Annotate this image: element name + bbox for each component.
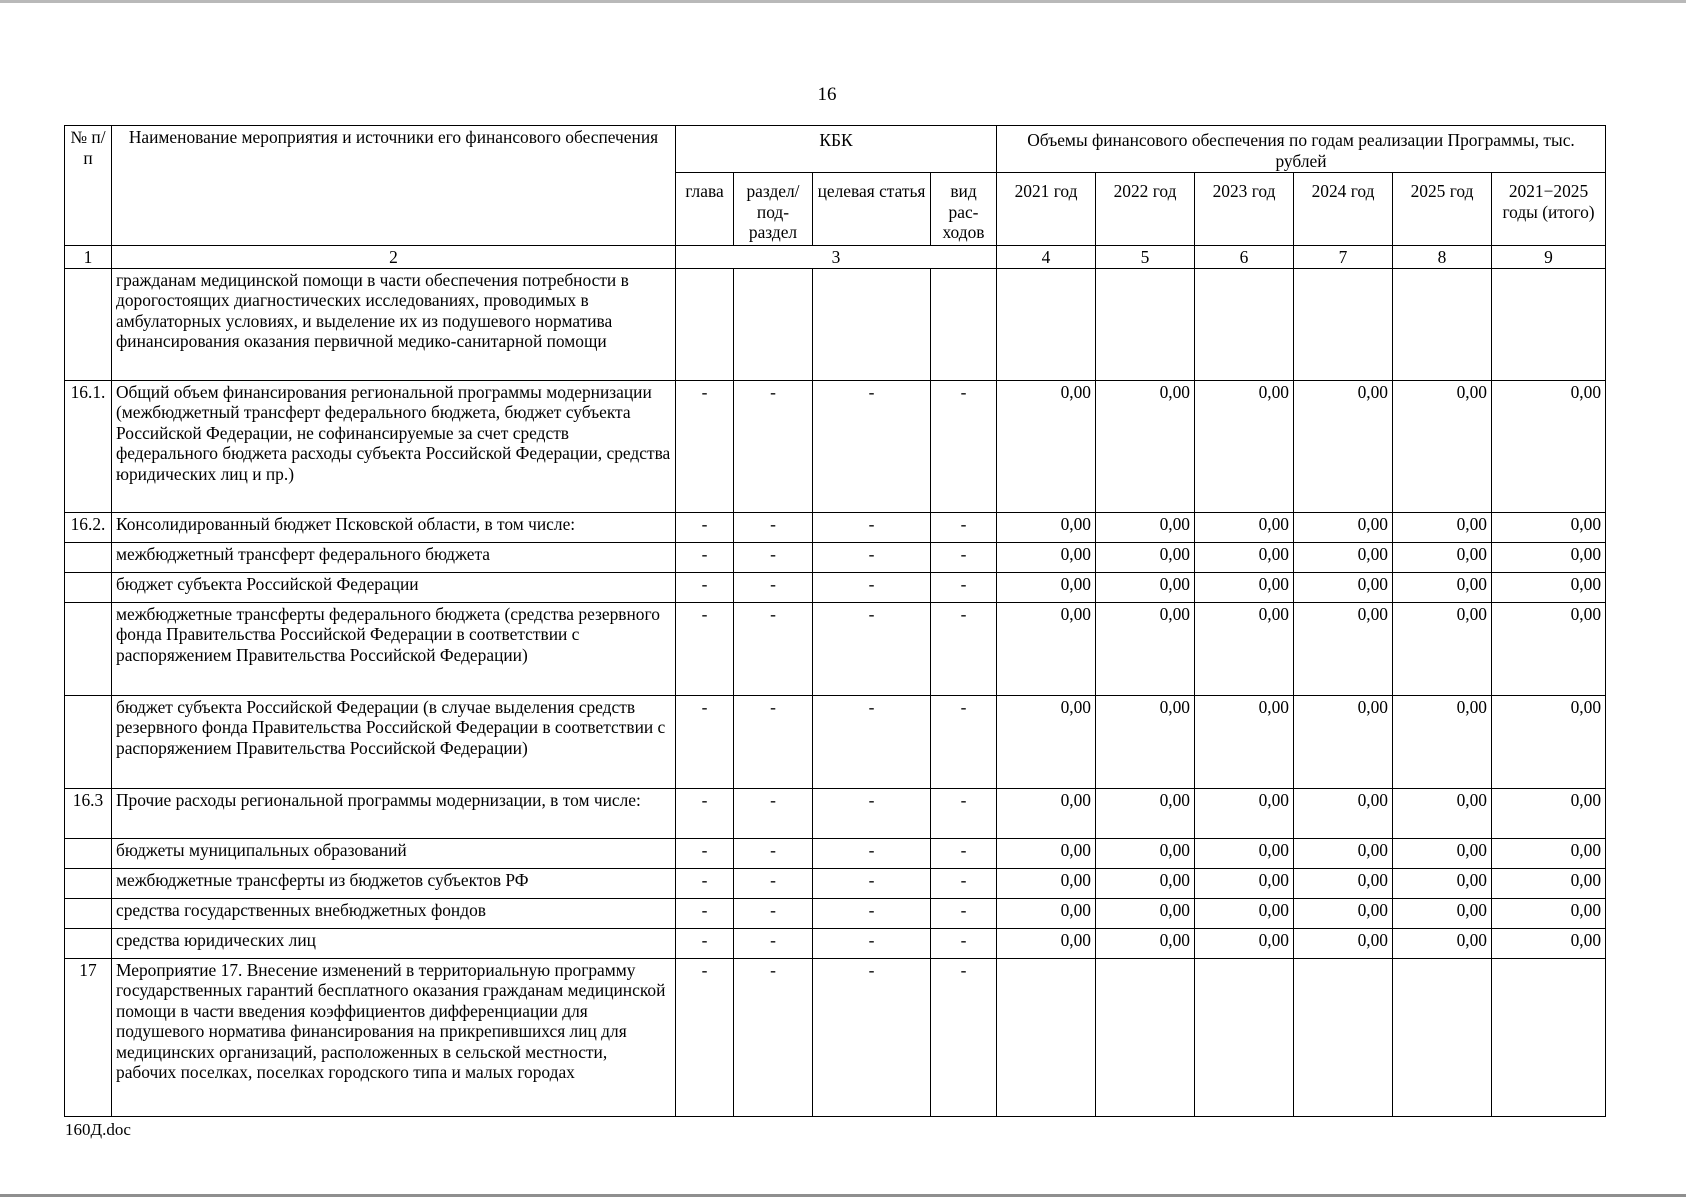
kbk-glava: - bbox=[676, 958, 734, 1116]
row-index bbox=[65, 542, 112, 572]
value-2023 bbox=[1195, 958, 1294, 1116]
kbk-vid: - bbox=[931, 695, 997, 788]
kbk-vid: - bbox=[931, 572, 997, 602]
value-2021: 0,00 bbox=[997, 928, 1096, 958]
value-total: 0,00 bbox=[1492, 572, 1606, 602]
kbk-glava: - bbox=[676, 868, 734, 898]
value-2021: 0,00 bbox=[997, 868, 1096, 898]
row-index: 17 bbox=[65, 958, 112, 1116]
value-2023: 0,00 bbox=[1195, 838, 1294, 868]
colnum-6: 6 bbox=[1195, 246, 1294, 269]
kbk-razdel: - bbox=[734, 602, 813, 695]
header-total: 2021−2025 годы (итого) bbox=[1492, 173, 1606, 246]
kbk-celevaya bbox=[813, 268, 931, 380]
header-2022: 2022 год bbox=[1096, 173, 1195, 246]
kbk-celevaya: - bbox=[813, 928, 931, 958]
kbk-celevaya: - bbox=[813, 512, 931, 542]
header-2023: 2023 год bbox=[1195, 173, 1294, 246]
financing-table bbox=[64, 125, 1606, 1117]
value-2024 bbox=[1294, 958, 1393, 1116]
header-name: Наименование мероприятия и источники его финансового обеспечения bbox=[112, 126, 676, 246]
row-name: бюджет субъекта Российской Федерации (в случае выделения средств резервного фонда Правительства Российской Федерации в соответствии с распоряжением Правительства Российской Федерации) bbox=[112, 695, 676, 788]
value-2023: 0,00 bbox=[1195, 788, 1294, 838]
value-2022: 0,00 bbox=[1096, 512, 1195, 542]
kbk-vid: - bbox=[931, 838, 997, 868]
value-2024: 0,00 bbox=[1294, 512, 1393, 542]
value-2022 bbox=[1096, 268, 1195, 380]
row-name: бюджеты муниципальных образований bbox=[112, 838, 676, 868]
value-2023: 0,00 bbox=[1195, 868, 1294, 898]
colnum-7: 7 bbox=[1294, 246, 1393, 269]
row-name: Консолидированный бюджет Псковской области, в том числе: bbox=[112, 512, 676, 542]
row-name: бюджет субъекта Российской Федерации bbox=[112, 572, 676, 602]
kbk-celevaya: - bbox=[813, 542, 931, 572]
page-number: 16 bbox=[817, 84, 837, 105]
value-2021: 0,00 bbox=[997, 898, 1096, 928]
table-row bbox=[65, 928, 1606, 958]
value-2025: 0,00 bbox=[1393, 928, 1492, 958]
kbk-razdel bbox=[734, 268, 813, 380]
kbk-glava: - bbox=[676, 928, 734, 958]
scan-edge-top bbox=[0, 0, 1686, 3]
kbk-celevaya: - bbox=[813, 838, 931, 868]
kbk-celevaya: - bbox=[813, 868, 931, 898]
kbk-glava: - bbox=[676, 572, 734, 602]
kbk-razdel: - bbox=[734, 695, 813, 788]
kbk-razdel: - bbox=[734, 868, 813, 898]
kbk-glava: - bbox=[676, 898, 734, 928]
table-row bbox=[65, 868, 1606, 898]
row-name: средства юридических лиц bbox=[112, 928, 676, 958]
value-2025: 0,00 bbox=[1393, 512, 1492, 542]
value-2024: 0,00 bbox=[1294, 380, 1393, 512]
value-2021: 0,00 bbox=[997, 380, 1096, 512]
value-2022: 0,00 bbox=[1096, 788, 1195, 838]
kbk-glava bbox=[676, 268, 734, 380]
kbk-razdel: - bbox=[734, 512, 813, 542]
table-row bbox=[65, 268, 1606, 380]
value-2024: 0,00 bbox=[1294, 542, 1393, 572]
row-name: Общий объем финансирования региональной программы модернизации (межбюджетный трансферт федерального бюджета, бюджет субъекта Российской Федерации, не софинансируемые за счет средств федерального бюджета расходы субъекта Российской Федерации, средства юридических лиц и пр.) bbox=[112, 380, 676, 512]
value-total: 0,00 bbox=[1492, 838, 1606, 868]
colnum-1: 1 bbox=[65, 246, 112, 269]
value-2025 bbox=[1393, 958, 1492, 1116]
value-2025: 0,00 bbox=[1393, 380, 1492, 512]
table-row bbox=[65, 898, 1606, 928]
kbk-glava: - bbox=[676, 838, 734, 868]
value-2021: 0,00 bbox=[997, 838, 1096, 868]
value-2025: 0,00 bbox=[1393, 868, 1492, 898]
value-2024: 0,00 bbox=[1294, 868, 1393, 898]
value-2024: 0,00 bbox=[1294, 928, 1393, 958]
row-index bbox=[65, 695, 112, 788]
value-total: 0,00 bbox=[1492, 928, 1606, 958]
value-2025: 0,00 bbox=[1393, 788, 1492, 838]
value-2025 bbox=[1393, 268, 1492, 380]
kbk-glava: - bbox=[676, 380, 734, 512]
value-2025: 0,00 bbox=[1393, 695, 1492, 788]
row-index: 16.2. bbox=[65, 512, 112, 542]
value-2022: 0,00 bbox=[1096, 928, 1195, 958]
row-index bbox=[65, 268, 112, 380]
colnum-9: 9 bbox=[1492, 246, 1606, 269]
table-row bbox=[65, 838, 1606, 868]
value-2022: 0,00 bbox=[1096, 838, 1195, 868]
header-volumes: Объемы финансового обеспечения по годам реализации Программы, тыс. рублей bbox=[997, 126, 1606, 173]
value-2021: 0,00 bbox=[997, 602, 1096, 695]
value-2023: 0,00 bbox=[1195, 512, 1294, 542]
header-2021: 2021 год bbox=[997, 173, 1096, 246]
value-2024: 0,00 bbox=[1294, 572, 1393, 602]
colnum-2: 2 bbox=[112, 246, 676, 269]
value-2021: 0,00 bbox=[997, 788, 1096, 838]
value-2022: 0,00 bbox=[1096, 572, 1195, 602]
kbk-celevaya: - bbox=[813, 572, 931, 602]
row-name: Прочие расходы региональной программы модернизации, в том числе: bbox=[112, 788, 676, 838]
colnum-4: 4 bbox=[997, 246, 1096, 269]
value-total: 0,00 bbox=[1492, 512, 1606, 542]
kbk-celevaya: - bbox=[813, 898, 931, 928]
table-row bbox=[65, 512, 1606, 542]
kbk-vid: - bbox=[931, 512, 997, 542]
value-2022: 0,00 bbox=[1096, 542, 1195, 572]
row-index bbox=[65, 572, 112, 602]
kbk-glava: - bbox=[676, 542, 734, 572]
value-2025: 0,00 bbox=[1393, 542, 1492, 572]
kbk-celevaya: - bbox=[813, 958, 931, 1116]
scan-edge-bottom bbox=[0, 1194, 1686, 1197]
value-2021: 0,00 bbox=[997, 572, 1096, 602]
table-row bbox=[65, 788, 1606, 838]
value-2022 bbox=[1096, 958, 1195, 1116]
kbk-celevaya: - bbox=[813, 788, 931, 838]
table-row bbox=[65, 572, 1606, 602]
kbk-razdel: - bbox=[734, 788, 813, 838]
value-2023: 0,00 bbox=[1195, 572, 1294, 602]
row-index: 16.1. bbox=[65, 380, 112, 512]
kbk-razdel: - bbox=[734, 572, 813, 602]
row-index bbox=[65, 602, 112, 695]
value-total: 0,00 bbox=[1492, 788, 1606, 838]
value-2021 bbox=[997, 958, 1096, 1116]
header-vid: вид рас-ходов bbox=[931, 173, 997, 246]
kbk-vid: - bbox=[931, 958, 997, 1116]
value-2021 bbox=[997, 268, 1096, 380]
kbk-vid: - bbox=[931, 380, 997, 512]
row-name: межбюджетный трансферт федерального бюджета bbox=[112, 542, 676, 572]
kbk-vid: - bbox=[931, 928, 997, 958]
row-name: межбюджетные трансферты федерального бюджета (средства резервного фонда Правительства Российской Федерации в соответствии с распоряжением Правительства Российской Федерации) bbox=[112, 602, 676, 695]
kbk-celevaya: - bbox=[813, 602, 931, 695]
kbk-razdel: - bbox=[734, 542, 813, 572]
value-2021: 0,00 bbox=[997, 512, 1096, 542]
header-celevaya: целевая статья bbox=[813, 173, 931, 246]
value-2021: 0,00 bbox=[997, 695, 1096, 788]
value-2024: 0,00 bbox=[1294, 838, 1393, 868]
kbk-celevaya: - bbox=[813, 695, 931, 788]
header-no: № п/п bbox=[65, 126, 112, 246]
kbk-glava: - bbox=[676, 695, 734, 788]
table-row bbox=[65, 602, 1606, 695]
value-2022: 0,00 bbox=[1096, 380, 1195, 512]
value-total: 0,00 bbox=[1492, 542, 1606, 572]
value-2024: 0,00 bbox=[1294, 602, 1393, 695]
colnum-3: 3 bbox=[676, 246, 997, 269]
value-2023 bbox=[1195, 268, 1294, 380]
value-2023: 0,00 bbox=[1195, 380, 1294, 512]
value-2021: 0,00 bbox=[997, 542, 1096, 572]
header-2025: 2025 год bbox=[1393, 173, 1492, 246]
colnum-5: 5 bbox=[1096, 246, 1195, 269]
row-index: 16.3 bbox=[65, 788, 112, 838]
header-kbk: КБК bbox=[676, 126, 997, 173]
header-row-1 bbox=[65, 126, 1606, 173]
kbk-glava: - bbox=[676, 512, 734, 542]
value-2024: 0,00 bbox=[1294, 898, 1393, 928]
value-2023: 0,00 bbox=[1195, 542, 1294, 572]
kbk-celevaya: - bbox=[813, 380, 931, 512]
kbk-vid: - bbox=[931, 788, 997, 838]
row-name: Мероприятие 17. Внесение изменений в территориальную программу государственных гарантий бесплатного оказания гражданам медицинской помощи в части введения коэффициентов дифференциации для подушевого норматива финансирования на прикрепившихся лиц для медицинских организаций, расположенных в сельской местности, рабочих поселках, поселках городского типа и малых городах bbox=[112, 958, 676, 1116]
column-number-row bbox=[65, 246, 1606, 269]
value-2025: 0,00 bbox=[1393, 838, 1492, 868]
value-2024 bbox=[1294, 268, 1393, 380]
row-index bbox=[65, 838, 112, 868]
header-glava: глава bbox=[676, 173, 734, 246]
footer-filename: 160Д.doc bbox=[65, 1120, 131, 1139]
kbk-vid: - bbox=[931, 898, 997, 928]
row-name: межбюджетные трансферты из бюджетов субъектов РФ bbox=[112, 868, 676, 898]
kbk-razdel: - bbox=[734, 928, 813, 958]
row-index bbox=[65, 868, 112, 898]
kbk-vid bbox=[931, 268, 997, 380]
value-2024: 0,00 bbox=[1294, 695, 1393, 788]
value-total bbox=[1492, 268, 1606, 380]
row-name: гражданам медицинской помощи в части обеспечения потребности в дорогостоящих диагностических исследованиях, проводимых в амбулаторных условиях, и выделение их из подушевого норматива финансирования оказания первичной медико-санитарной помощи bbox=[112, 268, 676, 380]
row-name: средства государственных внебюджетных фондов bbox=[112, 898, 676, 928]
kbk-vid: - bbox=[931, 868, 997, 898]
kbk-vid: - bbox=[931, 602, 997, 695]
value-2023: 0,00 bbox=[1195, 898, 1294, 928]
value-total: 0,00 bbox=[1492, 868, 1606, 898]
kbk-razdel: - bbox=[734, 958, 813, 1116]
value-total: 0,00 bbox=[1492, 602, 1606, 695]
value-2023: 0,00 bbox=[1195, 928, 1294, 958]
kbk-razdel: - bbox=[734, 838, 813, 868]
value-2025: 0,00 bbox=[1393, 572, 1492, 602]
header-2024: 2024 год bbox=[1294, 173, 1393, 246]
value-2024: 0,00 bbox=[1294, 788, 1393, 838]
value-2023: 0,00 bbox=[1195, 695, 1294, 788]
header-razdel: раздел/ под-раздел bbox=[734, 173, 813, 246]
value-2025: 0,00 bbox=[1393, 898, 1492, 928]
kbk-glava: - bbox=[676, 602, 734, 695]
value-2022: 0,00 bbox=[1096, 695, 1195, 788]
kbk-razdel: - bbox=[734, 380, 813, 512]
table-row bbox=[65, 380, 1606, 512]
value-total: 0,00 bbox=[1492, 898, 1606, 928]
kbk-vid: - bbox=[931, 542, 997, 572]
colnum-8: 8 bbox=[1393, 246, 1492, 269]
table-row bbox=[65, 542, 1606, 572]
kbk-razdel: - bbox=[734, 898, 813, 928]
value-2025: 0,00 bbox=[1393, 602, 1492, 695]
kbk-glava: - bbox=[676, 788, 734, 838]
table-row bbox=[65, 958, 1606, 1116]
row-index bbox=[65, 898, 112, 928]
value-2022: 0,00 bbox=[1096, 898, 1195, 928]
row-index bbox=[65, 928, 112, 958]
value-total bbox=[1492, 958, 1606, 1116]
value-total: 0,00 bbox=[1492, 695, 1606, 788]
value-2022: 0,00 bbox=[1096, 602, 1195, 695]
table-row bbox=[65, 695, 1606, 788]
value-total: 0,00 bbox=[1492, 380, 1606, 512]
value-2022: 0,00 bbox=[1096, 868, 1195, 898]
value-2023: 0,00 bbox=[1195, 602, 1294, 695]
